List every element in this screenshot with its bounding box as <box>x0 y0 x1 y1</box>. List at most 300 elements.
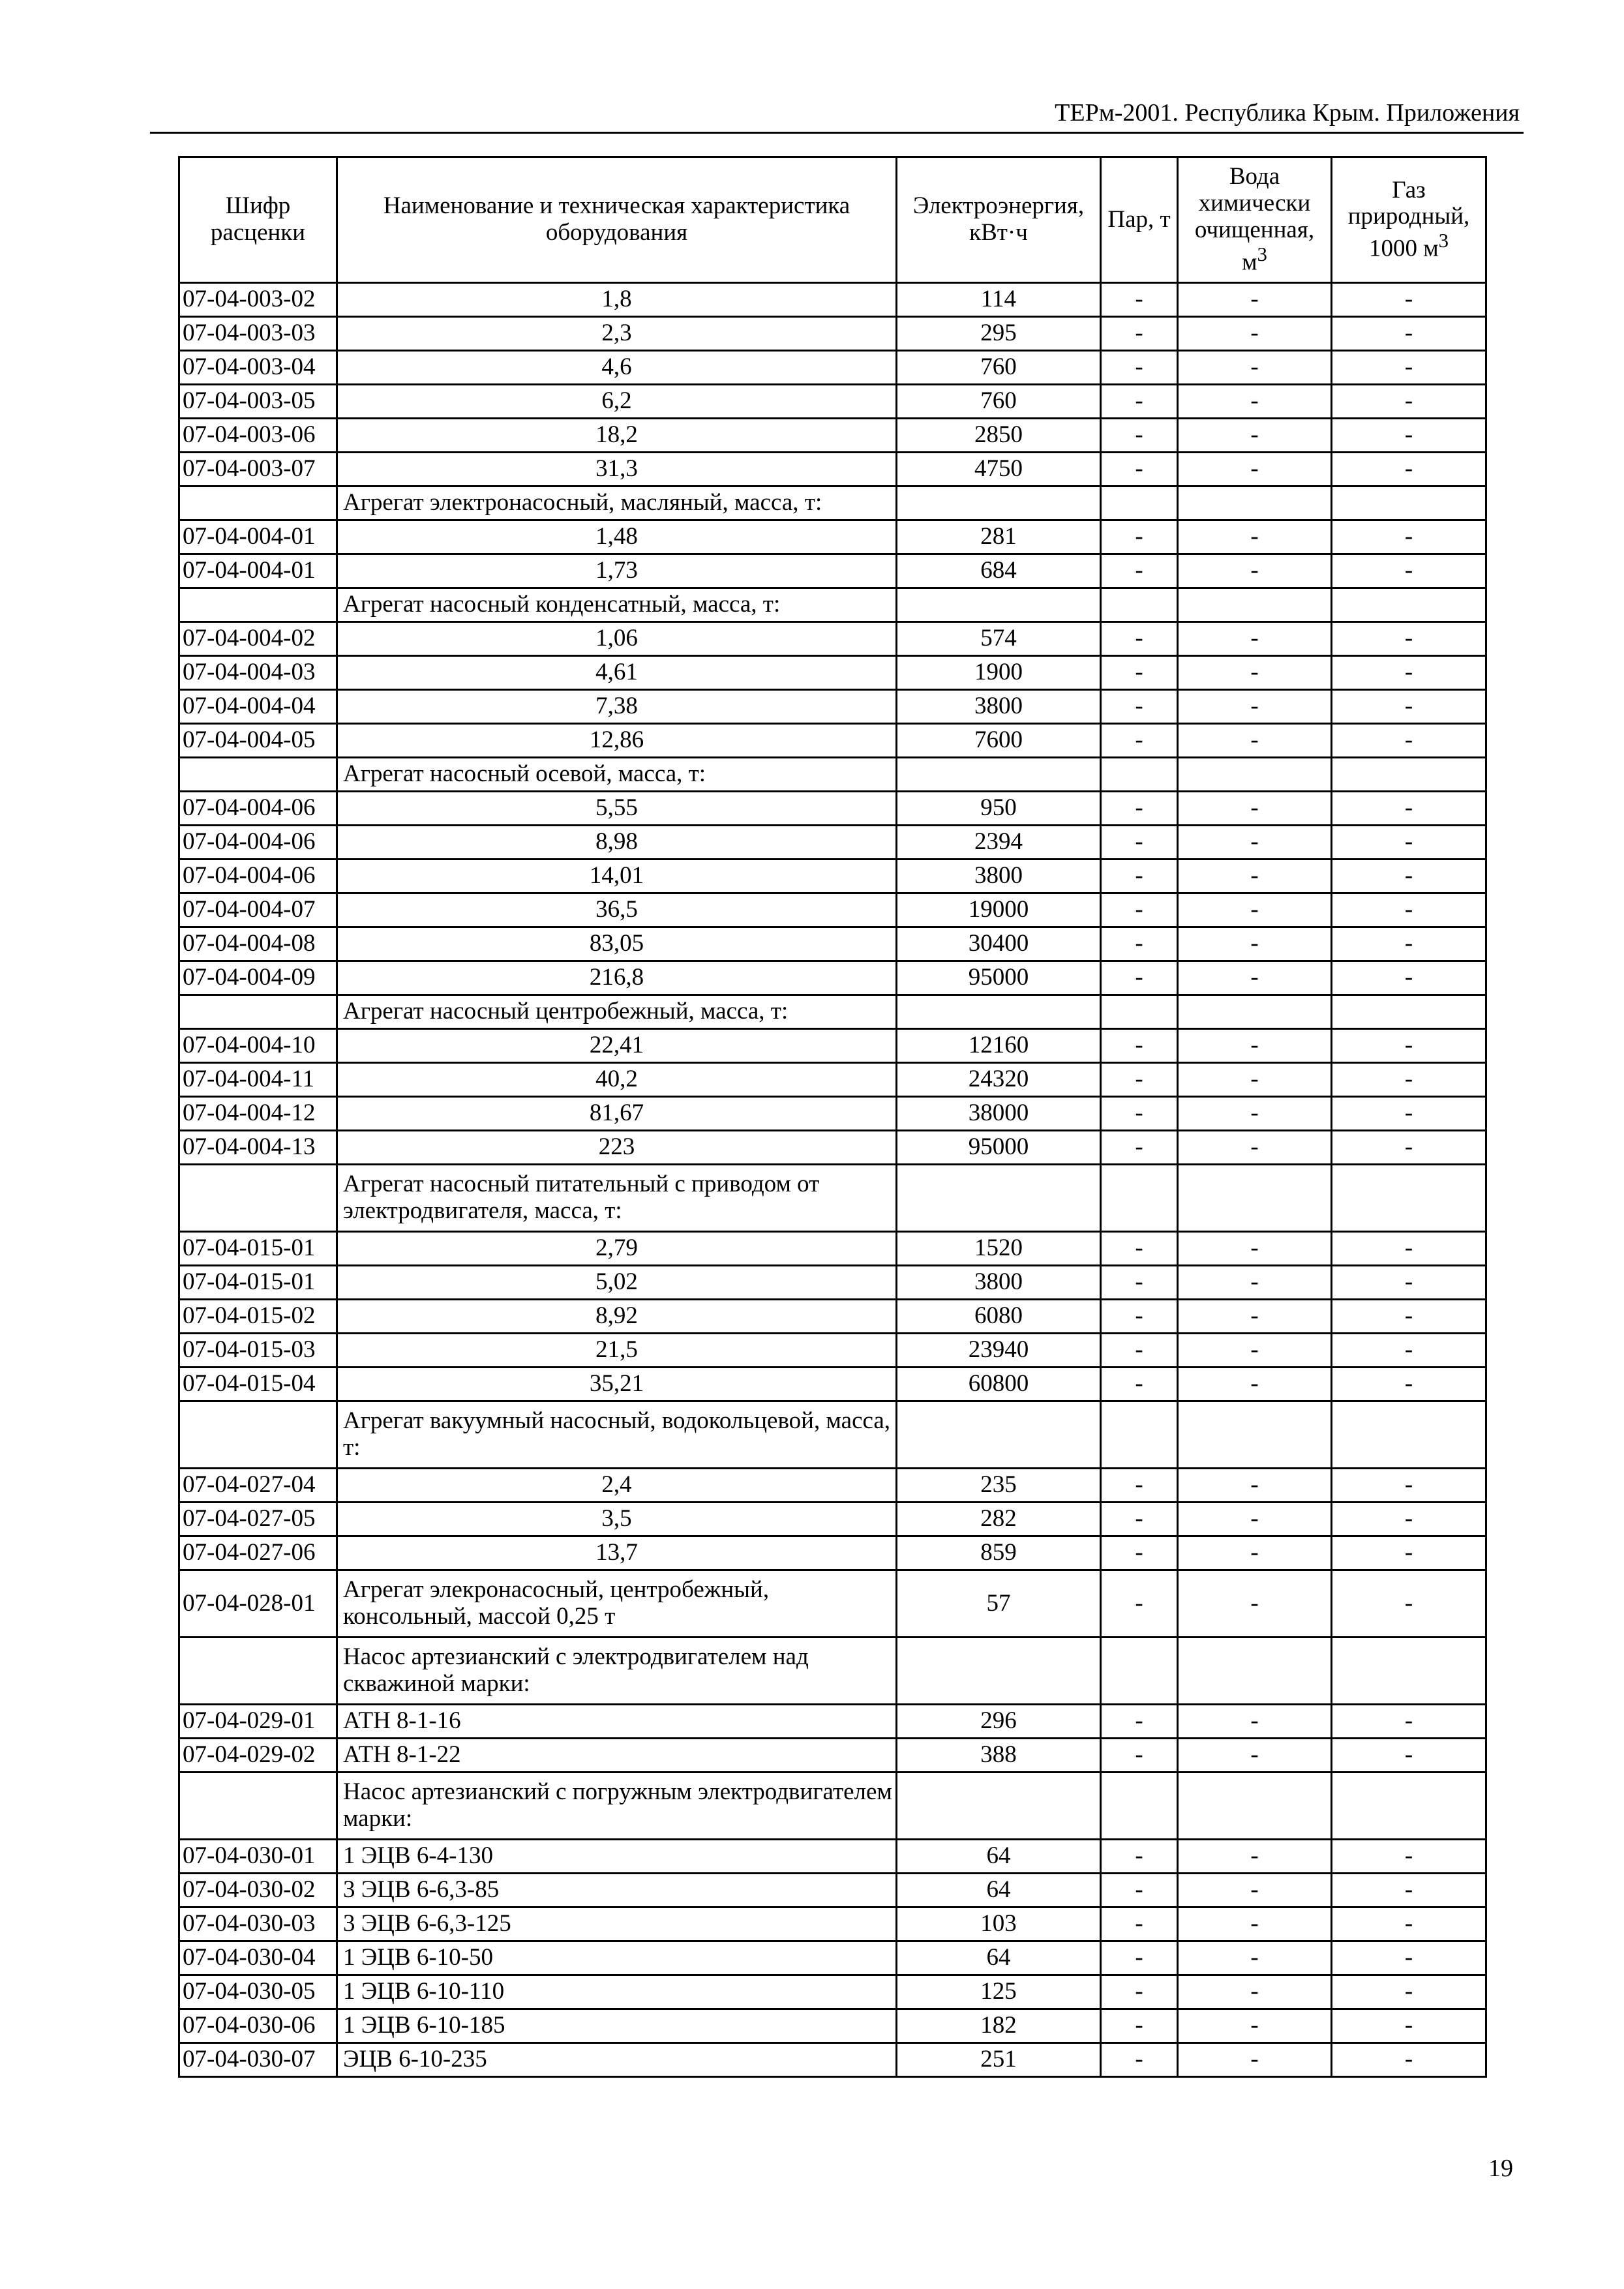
table-row <box>179 2009 1486 2043</box>
cell-code: 07-04-003-02 <box>179 283 337 317</box>
cell-steam: - <box>1101 520 1178 554</box>
cell-name: 40,2 <box>337 1063 897 1097</box>
cell-code: 07-04-004-08 <box>179 927 337 961</box>
cell-water: - <box>1178 1131 1332 1165</box>
cell-name: 21,5 <box>337 1334 897 1368</box>
cell-water: - <box>1178 453 1332 486</box>
cell-water: - <box>1178 1908 1332 1941</box>
table-row <box>179 1570 1486 1638</box>
table-row <box>179 1266 1486 1300</box>
cell-gas: - <box>1332 622 1486 656</box>
cell-name: 81,67 <box>337 1097 897 1131</box>
cell-electricity <box>897 1401 1101 1469</box>
cell-steam: - <box>1101 1097 1178 1131</box>
cell-water: - <box>1178 1705 1332 1739</box>
cell-gas: - <box>1332 1266 1486 1300</box>
cell-water: - <box>1178 317 1332 351</box>
cell-name: 1,48 <box>337 520 897 554</box>
cell-steam <box>1101 758 1178 792</box>
cell-water: - <box>1178 1874 1332 1908</box>
cell-name: Насос артезианский с погружным электродвигателем марки: <box>337 1773 897 1840</box>
table-row <box>179 419 1486 453</box>
cell-electricity: 3800 <box>897 690 1101 724</box>
cell-electricity: 388 <box>897 1739 1101 1773</box>
cell-code: 07-04-003-03 <box>179 317 337 351</box>
section-header-row <box>179 1401 1486 1469</box>
cell-water: - <box>1178 2043 1332 2077</box>
table-row <box>179 283 1486 317</box>
table-row <box>179 520 1486 554</box>
cell-gas <box>1332 486 1486 520</box>
cell-electricity <box>897 758 1101 792</box>
cell-steam: - <box>1101 419 1178 453</box>
cell-electricity: 295 <box>897 317 1101 351</box>
cell-water: - <box>1178 283 1332 317</box>
cell-water: - <box>1178 1368 1332 1401</box>
cell-steam: - <box>1101 1334 1178 1368</box>
column-header-gas <box>1332 157 1486 283</box>
cell-name: 5,02 <box>337 1266 897 1300</box>
cell-electricity <box>897 1773 1101 1840</box>
cell-name: 1 ЭЦВ 6-10-110 <box>337 1975 897 2009</box>
cell-steam: - <box>1101 2043 1178 2077</box>
cell-steam: - <box>1101 1131 1178 1165</box>
cell-gas: - <box>1332 724 1486 758</box>
cell-electricity: 282 <box>897 1503 1101 1536</box>
cell-electricity: 296 <box>897 1705 1101 1739</box>
cell-steam: - <box>1101 826 1178 860</box>
cell-gas: - <box>1332 1097 1486 1131</box>
cell-name: АТН 8-1-22 <box>337 1739 897 1773</box>
table-row <box>179 1232 1486 1266</box>
cell-code: 07-04-030-04 <box>179 1941 337 1975</box>
cell-name: 3 ЭЦВ 6-6,3-85 <box>337 1874 897 1908</box>
cell-gas: - <box>1332 1874 1486 1908</box>
cell-electricity: 60800 <box>897 1368 1101 1401</box>
cell-code: 07-04-004-11 <box>179 1063 337 1097</box>
cell-code <box>179 1638 337 1705</box>
cell-name: 1,8 <box>337 283 897 317</box>
cell-code: 07-04-004-10 <box>179 1029 337 1063</box>
section-header-row <box>179 1638 1486 1705</box>
cell-electricity: 23940 <box>897 1334 1101 1368</box>
cell-electricity: 1900 <box>897 656 1101 690</box>
cell-name: 1 ЭЦВ 6-10-50 <box>337 1941 897 1975</box>
table-row <box>179 1874 1486 1908</box>
cell-water: - <box>1178 1941 1332 1975</box>
cell-code: 07-04-004-07 <box>179 893 337 927</box>
cell-name: 4,6 <box>337 351 897 385</box>
cell-code: 07-04-004-02 <box>179 622 337 656</box>
table-row <box>179 927 1486 961</box>
cell-steam <box>1101 1773 1178 1840</box>
cell-steam: - <box>1101 1739 1178 1773</box>
cell-steam: - <box>1101 2009 1178 2043</box>
cell-steam <box>1101 1165 1178 1232</box>
water-unit-superscript: 3 <box>1257 243 1267 265</box>
cell-electricity <box>897 1638 1101 1705</box>
cell-name: Агрегат элекронасосный, центробежный, консольный, массой 0,25 т <box>337 1570 897 1638</box>
cell-gas: - <box>1332 1232 1486 1266</box>
table-row <box>179 860 1486 893</box>
cell-name: 83,05 <box>337 927 897 961</box>
cell-steam: - <box>1101 724 1178 758</box>
cell-water: - <box>1178 1300 1332 1334</box>
cell-steam <box>1101 486 1178 520</box>
cell-water: - <box>1178 656 1332 690</box>
cell-name: 1 ЭЦВ 6-4-130 <box>337 1840 897 1874</box>
cell-electricity: 64 <box>897 1874 1101 1908</box>
cell-code: 07-04-029-02 <box>179 1739 337 1773</box>
cell-steam: - <box>1101 1300 1178 1334</box>
cell-code: 07-04-003-04 <box>179 351 337 385</box>
section-header-row <box>179 1165 1486 1232</box>
cell-water <box>1178 1773 1332 1840</box>
cell-water: - <box>1178 1063 1332 1097</box>
cell-water: - <box>1178 724 1332 758</box>
cell-name: 6,2 <box>337 385 897 419</box>
column-header-water <box>1178 157 1332 283</box>
cell-name: АТН 8-1-16 <box>337 1705 897 1739</box>
cell-name: Агрегат вакуумный насосный, водокольцевой, масса, т: <box>337 1401 897 1469</box>
cell-water <box>1178 758 1332 792</box>
cell-name: ЭЦВ 6-10-235 <box>337 2043 897 2077</box>
cell-electricity: 760 <box>897 385 1101 419</box>
cell-electricity: 859 <box>897 1536 1101 1570</box>
table-row <box>179 2043 1486 2077</box>
cell-gas: - <box>1332 656 1486 690</box>
cell-water: - <box>1178 622 1332 656</box>
cell-water: - <box>1178 893 1332 927</box>
cell-electricity: 251 <box>897 2043 1101 2077</box>
cell-water <box>1178 995 1332 1029</box>
cell-gas <box>1332 588 1486 622</box>
cell-code: 07-04-030-07 <box>179 2043 337 2077</box>
cell-steam: - <box>1101 554 1178 588</box>
cell-code <box>179 588 337 622</box>
cell-electricity: 57 <box>897 1570 1101 1638</box>
table-row <box>179 351 1486 385</box>
cell-water <box>1178 1165 1332 1232</box>
column-header-steam: Пар, т <box>1101 157 1178 283</box>
table-row <box>179 1536 1486 1570</box>
table-row <box>179 1975 1486 2009</box>
cell-electricity: 2850 <box>897 419 1101 453</box>
cell-electricity: 182 <box>897 2009 1101 2043</box>
cell-water: - <box>1178 1232 1332 1266</box>
cell-gas: - <box>1332 860 1486 893</box>
cell-code <box>179 758 337 792</box>
cell-code: 07-04-015-03 <box>179 1334 337 1368</box>
cell-code <box>179 995 337 1029</box>
column-header-gas-text: Газ природный, 1000 м <box>1347 176 1470 262</box>
cell-water: - <box>1178 1570 1332 1638</box>
cell-water: - <box>1178 860 1332 893</box>
table-row <box>179 1063 1486 1097</box>
cell-gas: - <box>1332 1536 1486 1570</box>
cell-steam: - <box>1101 1063 1178 1097</box>
cell-water: - <box>1178 1536 1332 1570</box>
running-header: ТЕРм-2001. Республика Крым. Приложения <box>1055 99 1520 127</box>
cell-water <box>1178 486 1332 520</box>
cell-code: 07-04-004-04 <box>179 690 337 724</box>
cell-electricity: 760 <box>897 351 1101 385</box>
cell-code: 07-04-027-05 <box>179 1503 337 1536</box>
cell-water: - <box>1178 419 1332 453</box>
cell-water: - <box>1178 2009 1332 2043</box>
cell-code: 07-04-004-06 <box>179 826 337 860</box>
cell-water: - <box>1178 927 1332 961</box>
cell-electricity: 114 <box>897 283 1101 317</box>
cell-steam: - <box>1101 351 1178 385</box>
cell-gas <box>1332 1638 1486 1705</box>
cell-water: - <box>1178 1503 1332 1536</box>
cell-code: 07-04-015-01 <box>179 1232 337 1266</box>
cell-steam: - <box>1101 1705 1178 1739</box>
cell-code: 07-04-003-07 <box>179 453 337 486</box>
cell-code: 07-04-004-05 <box>179 724 337 758</box>
cell-gas: - <box>1332 1705 1486 1739</box>
table-row <box>179 554 1486 588</box>
cell-water: - <box>1178 520 1332 554</box>
cell-name: Агрегат насосный питательный с приводом от электродвигателя, масса, т: <box>337 1165 897 1232</box>
cell-gas: - <box>1332 419 1486 453</box>
cell-steam: - <box>1101 1840 1178 1874</box>
cell-steam: - <box>1101 1232 1178 1266</box>
cell-code: 07-04-004-06 <box>179 860 337 893</box>
table-row <box>179 1705 1486 1739</box>
cell-electricity: 125 <box>897 1975 1101 2009</box>
cell-electricity: 95000 <box>897 961 1101 995</box>
cell-water: - <box>1178 792 1332 826</box>
table-row <box>179 656 1486 690</box>
cell-code: 07-04-029-01 <box>179 1705 337 1739</box>
cell-steam: - <box>1101 1941 1178 1975</box>
cell-name: 8,92 <box>337 1300 897 1334</box>
column-header-electricity: Электроэнергия, кВт·ч <box>897 157 1101 283</box>
cell-steam: - <box>1101 317 1178 351</box>
table-row <box>179 1300 1486 1334</box>
cell-steam: - <box>1101 1975 1178 2009</box>
cell-gas: - <box>1332 385 1486 419</box>
cell-water: - <box>1178 1334 1332 1368</box>
cell-water: - <box>1178 1975 1332 2009</box>
cell-electricity <box>897 995 1101 1029</box>
cell-code: 07-04-004-13 <box>179 1131 337 1165</box>
cell-name: Агрегат насосный конденсатный, масса, т: <box>337 588 897 622</box>
cell-electricity: 19000 <box>897 893 1101 927</box>
cell-steam: - <box>1101 961 1178 995</box>
table-row <box>179 1739 1486 1773</box>
cell-electricity: 12160 <box>897 1029 1101 1063</box>
cell-electricity: 64 <box>897 1840 1101 1874</box>
cell-gas: - <box>1332 520 1486 554</box>
cell-electricity <box>897 588 1101 622</box>
cell-name: Насос артезианский с электродвигателем над скважиной марки: <box>337 1638 897 1705</box>
cell-code: 07-04-004-01 <box>179 520 337 554</box>
section-header-row <box>179 588 1486 622</box>
table-body <box>179 283 1486 2077</box>
column-header-code: Шифр расценки <box>179 157 337 283</box>
cell-name: 2,4 <box>337 1469 897 1503</box>
cell-electricity: 3800 <box>897 1266 1101 1300</box>
cell-steam: - <box>1101 893 1178 927</box>
cell-gas: - <box>1332 1503 1486 1536</box>
table-row <box>179 792 1486 826</box>
cell-electricity: 4750 <box>897 453 1101 486</box>
gas-unit-superscript: 3 <box>1438 230 1449 252</box>
cell-water <box>1178 1638 1332 1705</box>
cell-gas: - <box>1332 2009 1486 2043</box>
cell-electricity: 950 <box>897 792 1101 826</box>
equipment-table <box>178 156 1487 2078</box>
cell-steam <box>1101 1638 1178 1705</box>
cell-name: 2,3 <box>337 317 897 351</box>
cell-code <box>179 486 337 520</box>
section-header-row <box>179 1773 1486 1840</box>
cell-steam <box>1101 1401 1178 1469</box>
cell-electricity <box>897 1165 1101 1232</box>
cell-gas <box>1332 1401 1486 1469</box>
table-row <box>179 1840 1486 1874</box>
cell-name: 3,5 <box>337 1503 897 1536</box>
table-row <box>179 1908 1486 1941</box>
cell-code: 07-04-015-02 <box>179 1300 337 1334</box>
table-row <box>179 1131 1486 1165</box>
cell-steam: - <box>1101 453 1178 486</box>
cell-electricity: 103 <box>897 1908 1101 1941</box>
cell-water: - <box>1178 961 1332 995</box>
cell-electricity: 3800 <box>897 860 1101 893</box>
cell-name: 1 ЭЦВ 6-10-185 <box>337 2009 897 2043</box>
cell-code: 07-04-003-05 <box>179 385 337 419</box>
cell-name: 22,41 <box>337 1029 897 1063</box>
cell-name: 14,01 <box>337 860 897 893</box>
cell-name: 7,38 <box>337 690 897 724</box>
cell-steam: - <box>1101 1536 1178 1570</box>
header-rule <box>150 132 1524 134</box>
cell-water: - <box>1178 1469 1332 1503</box>
cell-code: 07-04-027-04 <box>179 1469 337 1503</box>
cell-gas: - <box>1332 1469 1486 1503</box>
table-row <box>179 453 1486 486</box>
cell-name: 3 ЭЦВ 6-6,3-125 <box>337 1908 897 1941</box>
cell-water: - <box>1178 1739 1332 1773</box>
cell-code: 07-04-004-12 <box>179 1097 337 1131</box>
table-row <box>179 1097 1486 1131</box>
cell-steam: - <box>1101 1266 1178 1300</box>
cell-water: - <box>1178 690 1332 724</box>
cell-gas <box>1332 1773 1486 1840</box>
table-row <box>179 1941 1486 1975</box>
cell-gas: - <box>1332 2043 1486 2077</box>
cell-name: 8,98 <box>337 826 897 860</box>
table-row <box>179 690 1486 724</box>
cell-water: - <box>1178 1840 1332 1874</box>
table-row <box>179 1469 1486 1503</box>
cell-electricity <box>897 486 1101 520</box>
cell-gas: - <box>1332 1334 1486 1368</box>
cell-gas: - <box>1332 792 1486 826</box>
cell-electricity: 281 <box>897 520 1101 554</box>
cell-water: - <box>1178 554 1332 588</box>
cell-steam: - <box>1101 927 1178 961</box>
table-row <box>179 622 1486 656</box>
cell-name: 1,73 <box>337 554 897 588</box>
cell-name: 13,7 <box>337 1536 897 1570</box>
cell-name: Агрегат насосный центробежный, масса, т: <box>337 995 897 1029</box>
table-row <box>179 1334 1486 1368</box>
cell-gas <box>1332 1165 1486 1232</box>
cell-gas <box>1332 758 1486 792</box>
cell-name: Агрегат электронасосный, масляный, масса, т: <box>337 486 897 520</box>
cell-code: 07-04-004-01 <box>179 554 337 588</box>
cell-gas: - <box>1332 351 1486 385</box>
cell-name: 12,86 <box>337 724 897 758</box>
cell-steam: - <box>1101 1029 1178 1063</box>
cell-gas: - <box>1332 690 1486 724</box>
cell-steam: - <box>1101 656 1178 690</box>
cell-code: 07-04-004-09 <box>179 961 337 995</box>
cell-steam: - <box>1101 1874 1178 1908</box>
cell-electricity: 2394 <box>897 826 1101 860</box>
cell-gas: - <box>1332 1300 1486 1334</box>
table-row <box>179 385 1486 419</box>
cell-code: 07-04-003-06 <box>179 419 337 453</box>
cell-electricity: 95000 <box>897 1131 1101 1165</box>
cell-name: 4,61 <box>337 656 897 690</box>
cell-electricity: 38000 <box>897 1097 1101 1131</box>
cell-electricity: 24320 <box>897 1063 1101 1097</box>
cell-name: 18,2 <box>337 419 897 453</box>
cell-code: 07-04-030-06 <box>179 2009 337 2043</box>
table-row <box>179 317 1486 351</box>
cell-steam: - <box>1101 1368 1178 1401</box>
cell-code <box>179 1165 337 1232</box>
cell-steam <box>1101 588 1178 622</box>
cell-water: - <box>1178 826 1332 860</box>
cell-electricity: 1520 <box>897 1232 1101 1266</box>
cell-gas: - <box>1332 283 1486 317</box>
table-header-row <box>179 157 1486 283</box>
cell-name: 2,79 <box>337 1232 897 1266</box>
section-header-row <box>179 486 1486 520</box>
cell-code: 07-04-030-05 <box>179 1975 337 2009</box>
cell-water: - <box>1178 385 1332 419</box>
cell-code: 07-04-027-06 <box>179 1536 337 1570</box>
cell-name: 1,06 <box>337 622 897 656</box>
cell-steam <box>1101 995 1178 1029</box>
cell-name: 223 <box>337 1131 897 1165</box>
cell-water <box>1178 588 1332 622</box>
cell-steam: - <box>1101 1908 1178 1941</box>
cell-gas: - <box>1332 1029 1486 1063</box>
cell-code: 07-04-030-01 <box>179 1840 337 1874</box>
cell-electricity: 235 <box>897 1469 1101 1503</box>
cell-gas: - <box>1332 1063 1486 1097</box>
cell-code: 07-04-030-03 <box>179 1908 337 1941</box>
cell-code <box>179 1401 337 1469</box>
cell-name: 35,21 <box>337 1368 897 1401</box>
cell-name: 5,55 <box>337 792 897 826</box>
column-header-name: Наименование и техническая характеристика оборудования <box>337 157 897 283</box>
cell-electricity: 30400 <box>897 927 1101 961</box>
cell-steam: - <box>1101 860 1178 893</box>
cell-gas <box>1332 995 1486 1029</box>
section-header-row <box>179 995 1486 1029</box>
cell-electricity: 6080 <box>897 1300 1101 1334</box>
cell-steam: - <box>1101 1503 1178 1536</box>
